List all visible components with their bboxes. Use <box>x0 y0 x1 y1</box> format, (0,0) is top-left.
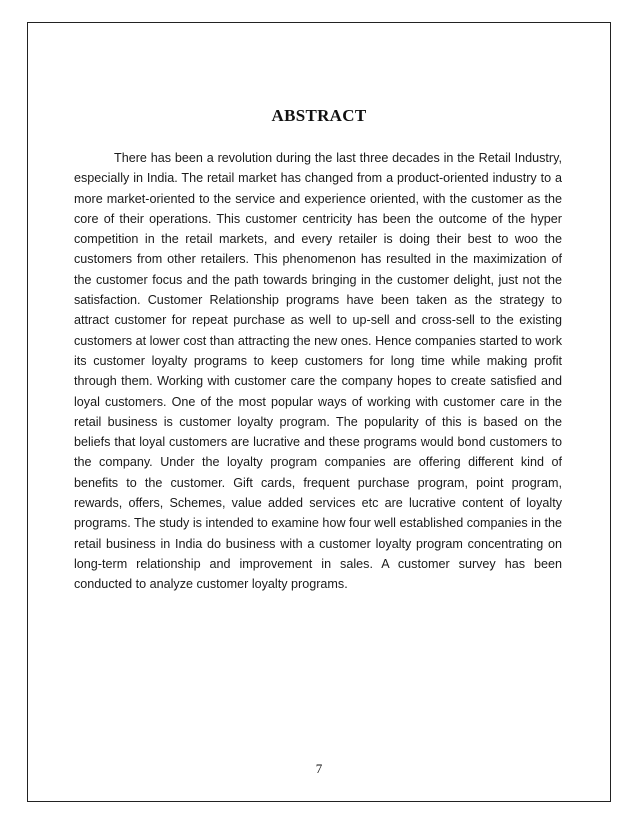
abstract-heading: ABSTRACT <box>271 106 367 125</box>
abstract-paragraph <box>74 148 562 595</box>
abstract-paragraph-text: There has been a revolution during the last three decades in the Retail Industry, especially in India. The retail market has changed from a product-oriented industry to a more market-oriented to the service and experience oriented, with the customer as the core of their operations. This customer centricity has been the outcome of the hyper competition in the retail markets, and every retailer is doing their best to woo the customers from other retailers. This phenomenon has resulted in the maximization of the customer focus and the path towards bringing in the customer delight, just not the satisfaction. Customer Relationship programs have been taken as the strategy to attract customer for repeat purchase as well to up-sell and cross-sell to the existing customers at lower cost than attracting the new ones. Hence companies started to work its customer loyalty programs to keep customers for long time while making profit through them. Working with customer care the company hopes to create satisfied and loyal customers. One of the most popular ways of working with customer care in the retail business is customer loyalty program. The popularity of this is based on the beliefs that loyal customers are lucrative and these programs would bond customers to the company. Under the loyalty program companies are offering different kind of benefits to the customer. Gift cards, frequent purchase program, point program, rewards, offers, Schemes, value added services etc are lucrative content of loyalty programs. The study is intended to examine how four well established companies in the retail business in India do business with a customer loyalty program concentrating on long-term relationship and improvement in sales. A customer survey has been conducted to analyze customer loyalty programs. <box>74 151 562 592</box>
page-number: 7 <box>315 761 323 776</box>
